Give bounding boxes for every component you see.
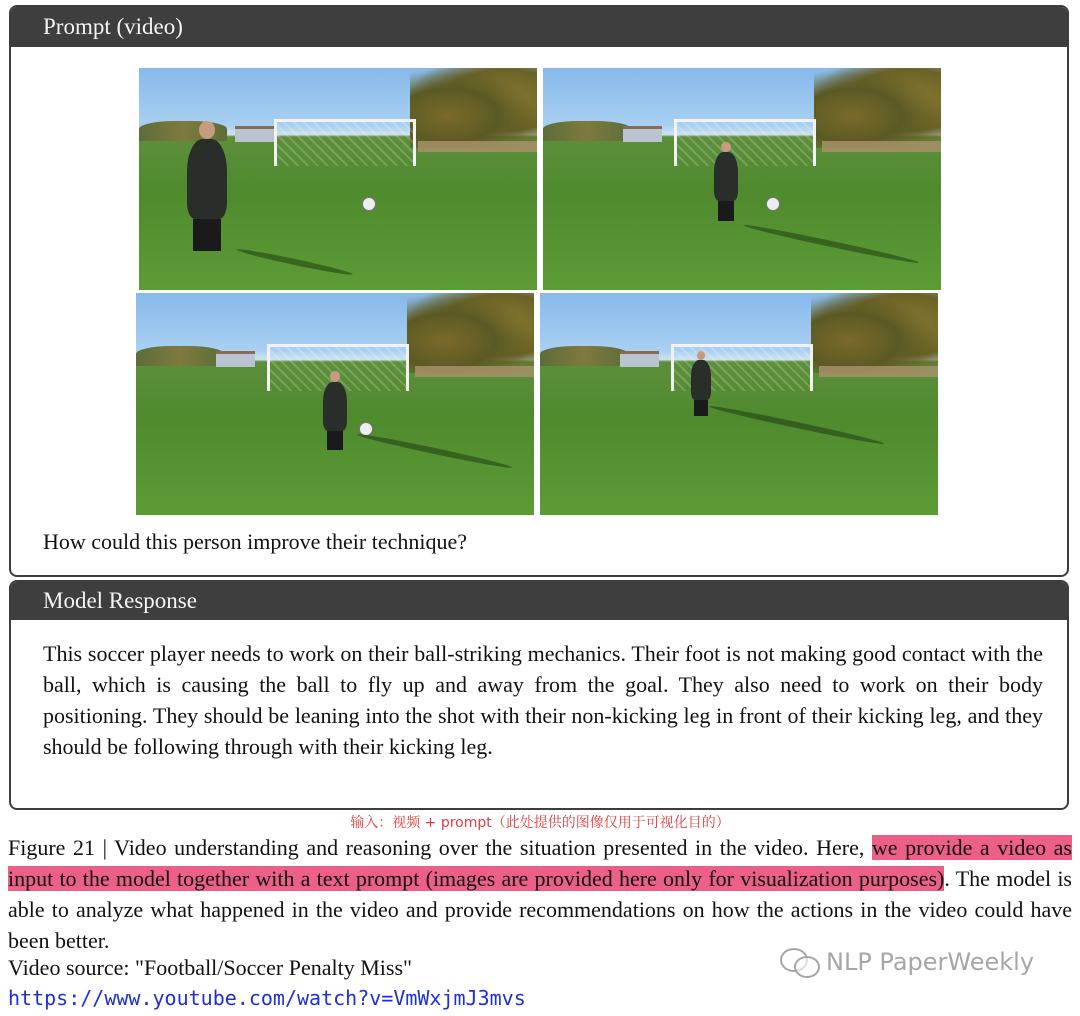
wechat-icon — [780, 948, 820, 976]
video-frame-1 — [139, 68, 537, 290]
video-frame-3 — [136, 293, 534, 515]
annotation-chinese: 输入：视频 + prompt（此处提供的图像仅用于可视化目的） — [350, 815, 730, 831]
video-source-label: Video source: "Football/Soccer Penalty Miss" — [8, 955, 413, 980]
watermark-text: NLP PaperWeekly — [826, 948, 1035, 976]
figure-caption — [8, 832, 1072, 956]
caption-highlight: we provide a video as input to the model together with a text prompt (images are provided here only for visualization purposes) — [8, 835, 1072, 891]
watermark — [780, 948, 1034, 976]
response-panel-header: Model Response — [11, 582, 1067, 620]
caption-part-2: . The model is able to analyze what happened in the video and provide recommendations on how the actions in the video could have been better. — [8, 866, 1072, 953]
prompt-panel — [9, 5, 1069, 577]
response-body: This soccer player needs to work on their ball-striking mechanics. Their foot is not making good contact with the ball, which is causing the ball to fly up and away from the goal. They also need to work on their body positioning. They should be leaning into the shot with their non-kicking leg in front of their kicking leg, and they should be following through with their kicking leg. — [43, 641, 1043, 759]
response-panel — [9, 580, 1069, 810]
video-frame-4 — [540, 293, 938, 515]
caption-part-1: Figure 21 | Video understanding and reasoning over the situation presented in the video. Here, — [8, 835, 872, 860]
video-frame-2 — [543, 68, 941, 290]
prompt-question: How could this person improve their technique? — [43, 529, 468, 554]
video-source-url[interactable]: https://www.youtube.com/watch?v=VmWxjmJ3mvs — [8, 986, 526, 1010]
prompt-panel-header: Prompt (video) — [11, 7, 1067, 47]
